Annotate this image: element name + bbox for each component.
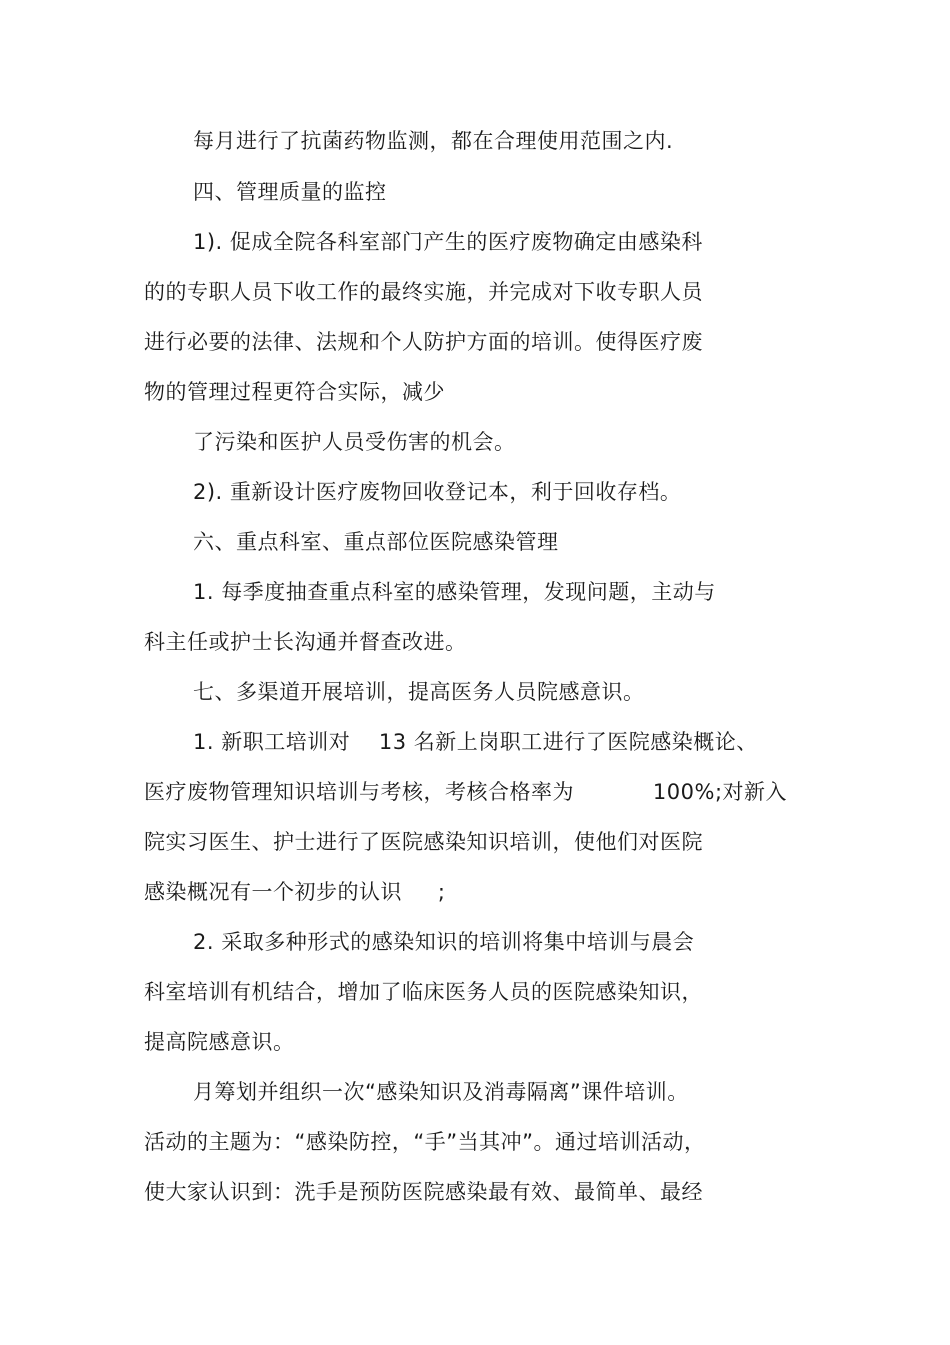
text-line: 的的专职人员下收工作的最终实施，并完成对下收专职人员 — [144, 280, 703, 304]
text-line: 1. 新职工培训对 13 名新上岗职工进行了医院感染概论、 — [193, 730, 758, 754]
text-line: 医疗废物管理知识培训与考核，考核合格率为 100%;对新入 — [144, 780, 788, 804]
text-line: 科室培训有机结合，增加了临床医务人员的医院感染知识， — [144, 980, 703, 1004]
text-line: 活动的主题为：“感染防控，“手”当其冲”。通过培训活动， — [144, 1130, 706, 1154]
section-heading: 七、多渠道开展培训，提高医务人员院感意识。 — [193, 680, 645, 704]
text-line: 2. 采取多种形式的感染知识的培训将集中培训与晨会 — [193, 930, 695, 954]
text-line: 月筹划并组织一次“感染知识及消毒隔离”课件培训。 — [193, 1080, 689, 1104]
text-line: 1. 每季度抽查重点科室的感染管理，发现问题，主动与 — [193, 580, 716, 604]
section-heading: 四、管理质量的监控 — [193, 180, 387, 204]
text-line: 物的管理过程更符合实际，减少 — [144, 380, 445, 404]
text-line: 每月进行了抗菌药物监测，都在合理使用范围之内. — [193, 129, 674, 153]
text-line: 进行必要的法律、法规和个人防护方面的培训。使得医疗废 — [144, 330, 703, 354]
text-line: 感染概况有一个初步的认识 ; — [144, 880, 446, 904]
text-line: 提高院感意识。 — [144, 1030, 295, 1054]
text-line: 2). 重新设计医疗废物回收登记本，利于回收存档。 — [193, 480, 682, 504]
section-heading: 六、重点科室、重点部位医院感染管理 — [193, 530, 559, 554]
text-line: 1). 促成全院各科室部门产生的医疗废物确定由感染科 — [193, 230, 703, 254]
text-line: 了污染和医护人员受伤害的机会。 — [193, 430, 516, 454]
text-line: 使大家认识到：洗手是预防医院感染最有效、最简单、最经 — [144, 1180, 703, 1204]
text-line: 院实习医生、护士进行了医院感染知识培训，使他们对医院 — [144, 830, 703, 854]
text-line: 科主任或护士长沟通并督查改进。 — [144, 630, 467, 654]
